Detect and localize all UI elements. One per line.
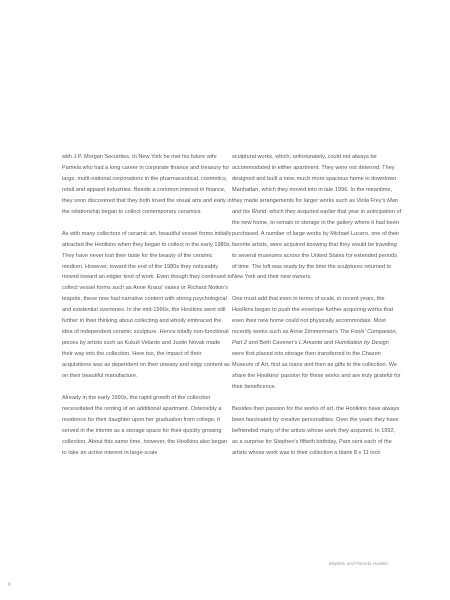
paragraph: Besides their passion for the works of art, the Hoolkins have always been fascinated by creative personalities. Over the years they have befriended many of the artists whose work they acquired. In 1992, as a surprise for Stephen's fiftieth birthday, Pam sent each of the artists whose work was in their collection a blank 8 x 11 inch xyxy=(232,405,400,456)
artwork-title: Man and his World xyxy=(232,197,398,215)
text-run: and Beth Cavener's xyxy=(246,340,299,347)
text-run: sculptural works, which, unfortunately, could not always be accommodated in either apartment. They were not deterred. They designed and built a new, much more spacious home in downtown Manhattan, which they moved into in late 1996. In the meantime, they made arrangements for larger works such as Viola Frey's xyxy=(232,154,397,204)
artwork-title: Humiliation by Design xyxy=(334,340,389,347)
paragraph: Already in the early 1990s, the rapid growth of the collection necessitated the renting of an additional apartment. Ostensibly a residence for their daughter upon her graduation from college, it served in the interim as a storage space for their quickly growing collection. About this same time, however, the Hoolkins also began to take an active interest in large-scale xyxy=(62,394,228,456)
paragraph: As with many collectors of ceramic art, beautiful vessel forms initially attracted the Hoolkins when they began to collect in the early 1980s. They have never lost their taste for the beauty of the ceramic medium. However, toward the end of the 1980s they noticeably moved toward an edgier kind of work. Even though they continued to collect vessel forms such as Anne Kraus' vases or Richard Notkin's teapots, these now had narrative content with strong psychological and existential overtones. In the mid-1990s, the Hoolkins went still further in their thinking about collecting and wholly embraced the idea of independent ceramic sculpture. Hence totally non-functional pieces by artists such as Kukuli Velarde and Justin Novak made their way into the collection. Here too, the impact of their acquisitions was as dependent on their uneasy and edgy content as on their beautiful manufacture. xyxy=(62,230,232,380)
right-text-column xyxy=(232,152,402,470)
page-number: 6 xyxy=(8,582,11,588)
text-run: , which they acquired earlier that year in anticipation of the new home, to remain in storage in the gallery where it had been purchased. A number of large works by Michael Lucero, one of their favorite artists, were acquired knowing that they would be traveling to several museums across the United States for extended periods of time. The loft was ready by the time the sculptures returned to New York and their new owners. xyxy=(232,208,402,281)
paragraph xyxy=(232,294,402,393)
artwork-title: The Fools' Companion, Part 2 xyxy=(232,329,398,347)
text-run: and xyxy=(322,340,335,347)
left-text-column xyxy=(62,152,232,470)
paragraph: with J.P. Morgan Securities. In New York he met his future wife Pamela who had a long career in corporate finance and treasury for large, multi-national corporations in the pharmaceutical, cosmetics, retail and apparel industries. Beside a common interest in finance, they soon discovered that they both loved the visual arts and early in the relationship began to collect contemporary ceramics. xyxy=(62,154,232,215)
text-run: One must add that even in terms of scale, in recent years, the Hoolkins began to push the envelope further acquiring works that even their new home could not physically accommodate. Most recently works such as Arnie Zimmerman's xyxy=(232,296,394,336)
photo-caption: Stephen and Pamela Hoolkin xyxy=(328,561,388,566)
text-run: were first placed into storage then transferred to the Chazen Museum of Art, first as loans and then as gifts to the collection. We share the Hoolkins' passion for these works and are truly grateful for their beneficence. xyxy=(232,351,401,390)
paragraph xyxy=(232,152,402,283)
artwork-title: L'Amante xyxy=(298,340,323,347)
